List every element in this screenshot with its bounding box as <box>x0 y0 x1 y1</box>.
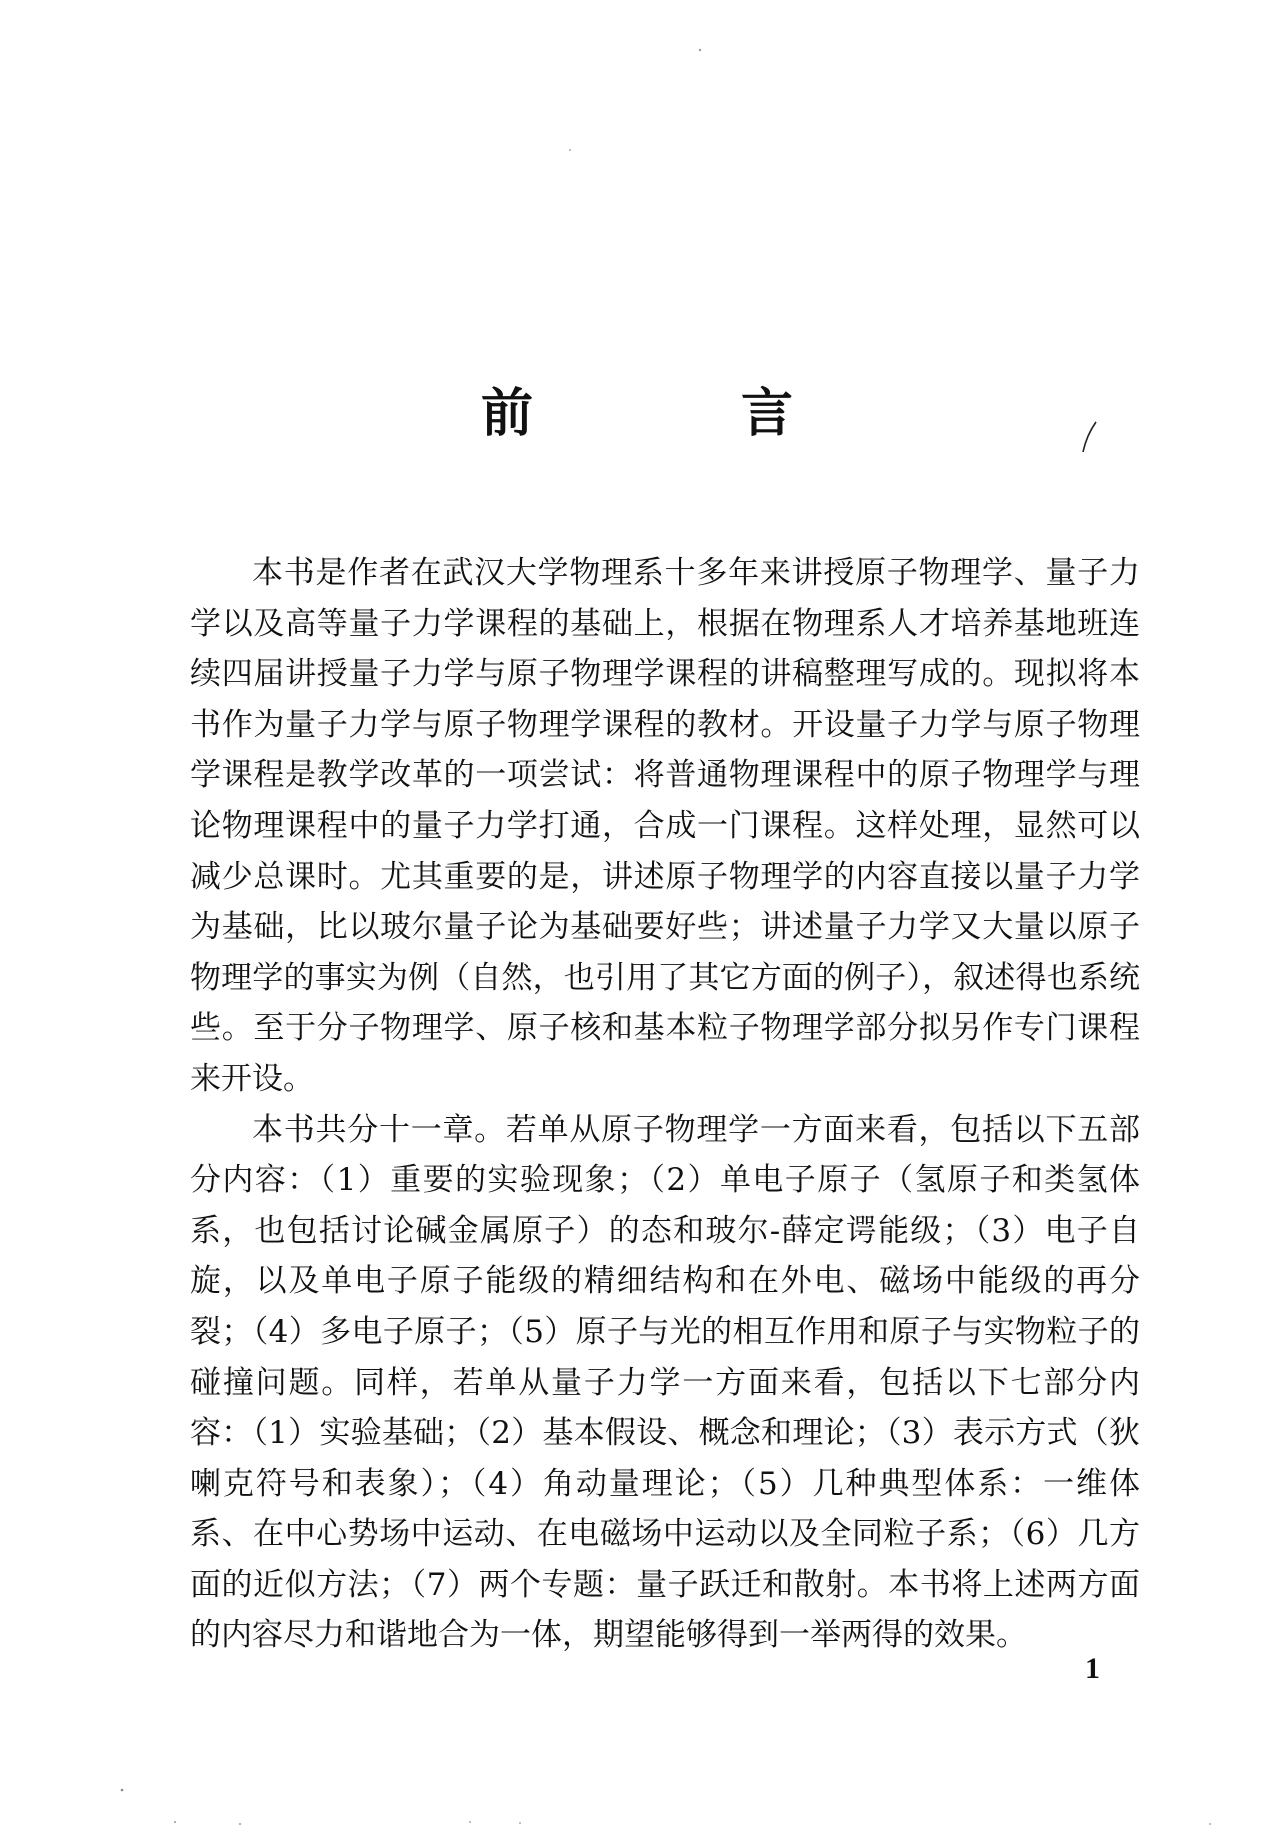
pen-mark-icon <box>1080 420 1098 454</box>
page-number: 1 <box>1085 1652 1100 1685</box>
page-title: 前 言 <box>480 384 871 444</box>
paragraph-2: 本书共分十一章。若单从原子物理学一方面来看，包括以下五部分内容：（1）重要的实验现象；（2）单电子原子（氢原子和类氢体系，也包括讨论碱金属原子）的态和玻尔-薛定谔能级；（3）电子自旋，以及单电子原子能级的精细结构和在外电、磁场中能级的再分裂；（4）多电子原子；（5）原子与光的相互作用和原子与实物粒子的碰撞问题。同样，若单从量子力学一方面来看，包括以下七部分内容：（1）实验基础；（2）基本假设、概念和理论；（3）表示方式（狄喇克符号和表象）；（4）角动量理论；（5）几种典型体系：一维体系、在中心势场中运动、在电磁场中运动以及全同粒子系；（6）几方面的近似方法；（7）两个专题：量子跃迁和散射。本书将上述两方面的内容尽力和谐地合为一体，期望能够得到一举两得的效果。 <box>190 1111 1140 1654</box>
paragraph-1: 本书是作者在武汉大学物理系十多年来讲授原子物理学、量子力学以及高等量子力学课程的基础上，根据在物理系人才培养基地班连续四届讲授量子力学与原子物理学课程的讲稿整理写成的。现拟将本书作为量子力学与原子物理学课程的教材。开设量子力学与原子物理学课程是教学改革的一项尝试：将普通物理课程中的原子物理学与理论物理课程中的量子力学打通，合成一门课程。这样处理，显然可以减少总课时。尤其重要的是，讲述原子物理学的内容直接以量子力学为基础，比以玻尔量子论为基础要好些；讲述量子力学又大量以原子物理学的事实为例（自然，也引用了其它方面的例子），叙述得也系统些。至于分子物理学、原子核和基本粒子物理学部分拟另作专门课程来开设。 <box>190 555 1140 1097</box>
preface-body <box>190 548 1140 1661</box>
